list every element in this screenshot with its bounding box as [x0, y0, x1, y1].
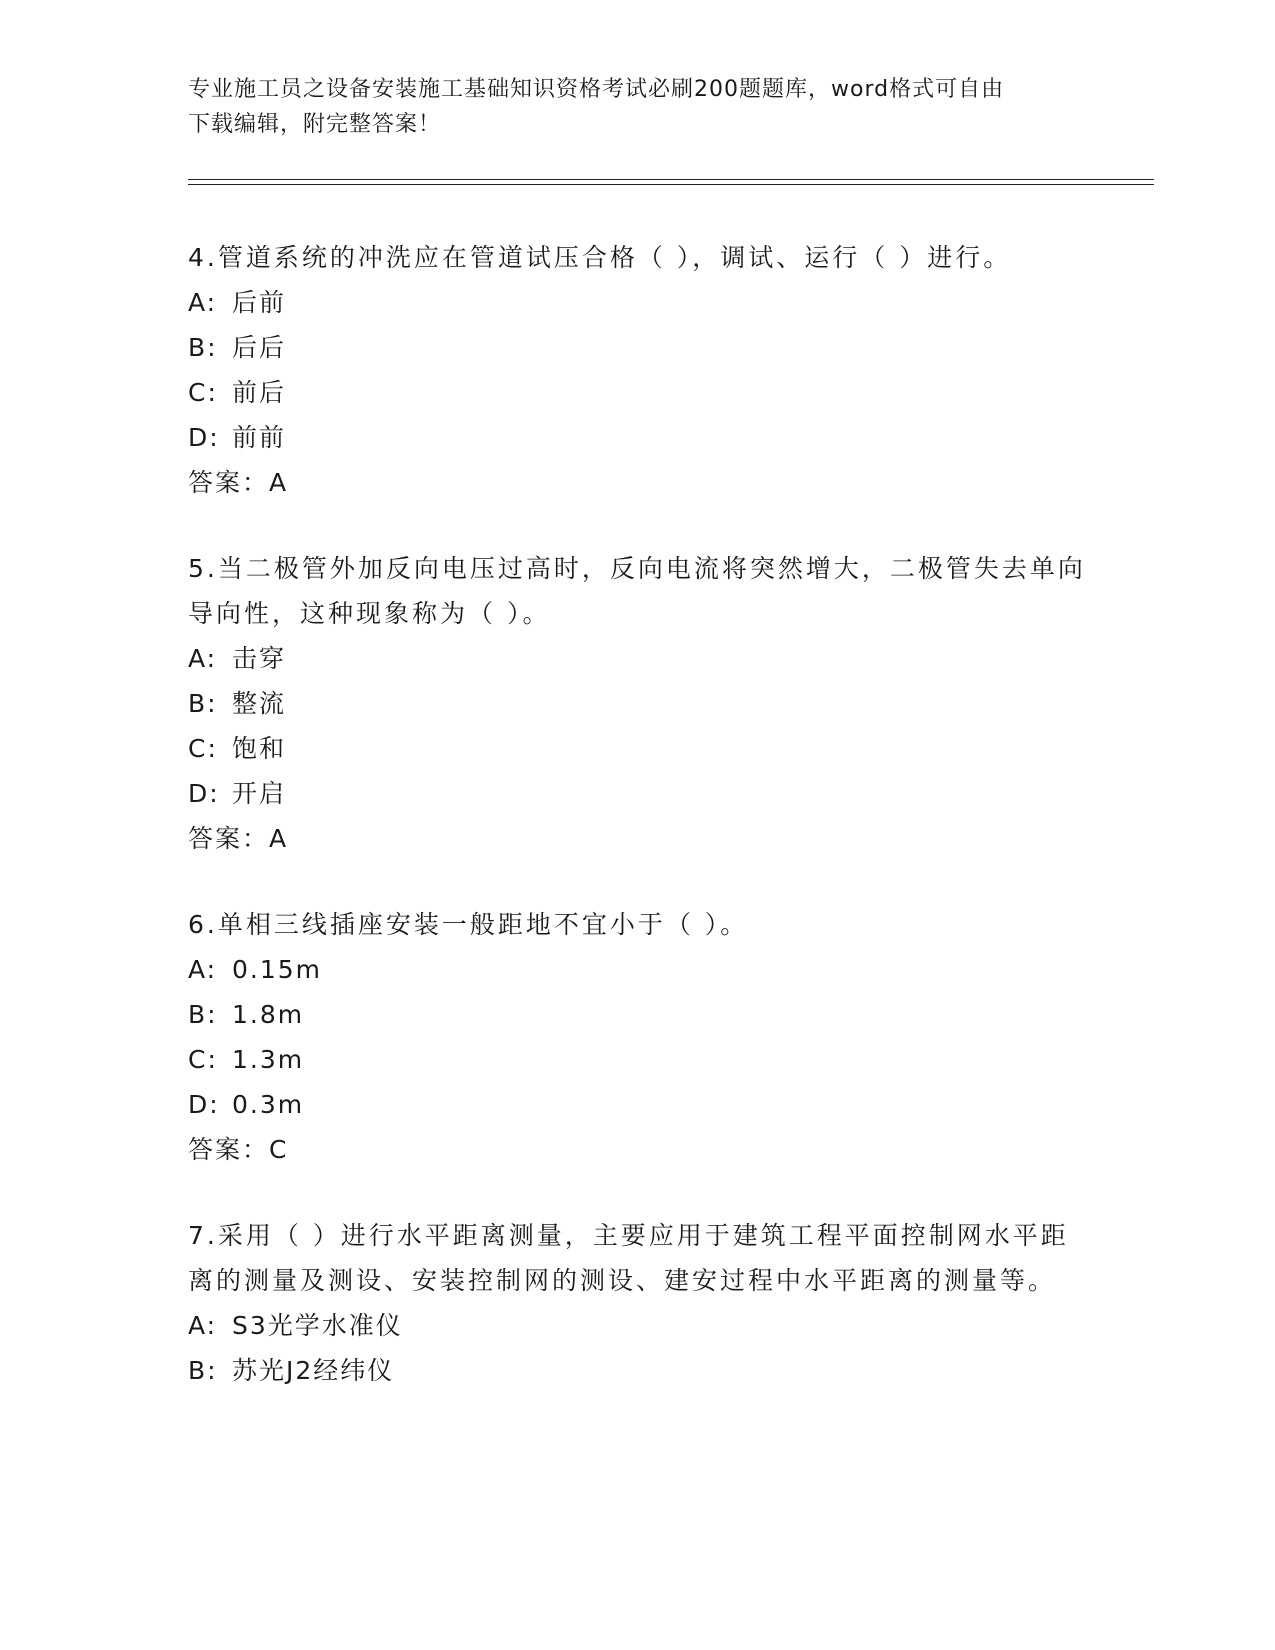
option-text: 1.3m — [232, 1045, 305, 1074]
option-text: 苏光J2经纬仪 — [232, 1356, 395, 1385]
question-item — [188, 546, 1088, 861]
option-text: 后后 — [232, 333, 287, 362]
option-text: 开启 — [232, 779, 287, 808]
header-title-line-2: 下载编辑，附完整答案！ — [188, 112, 442, 137]
option-a — [188, 1303, 1088, 1348]
option-d — [188, 1082, 1088, 1127]
option-text: 1.8m — [232, 1000, 305, 1029]
question-item — [188, 1213, 1088, 1393]
option-d — [188, 415, 1088, 460]
question-item — [188, 902, 1088, 1172]
option-letter: C: — [188, 1045, 218, 1074]
option-text: 后前 — [232, 288, 287, 317]
option-letter: C: — [188, 378, 218, 407]
header-divider-bottom — [188, 184, 1154, 185]
question-list — [188, 235, 1088, 1434]
option-letter: A: — [188, 955, 218, 984]
option-b — [188, 1348, 1088, 1393]
option-text: 前前 — [232, 423, 287, 452]
option-letter: B: — [188, 689, 218, 718]
question-text: 4.管道系统的冲洗应在管道试压合格（ ），调试、运行（ ）进行。 — [188, 243, 1012, 272]
header-title-line-1: 专业施工员之设备安装施工基础知识资格考试必刷200题题库，word格式可自由 — [188, 77, 1005, 102]
document-header — [188, 72, 1088, 142]
question-item — [188, 235, 1088, 505]
option-a — [188, 636, 1088, 681]
option-letter: B: — [188, 333, 218, 362]
option-letter: D: — [188, 423, 220, 452]
option-letter: D: — [188, 1090, 220, 1119]
option-text: 饱和 — [232, 734, 287, 763]
option-text: 整流 — [232, 689, 287, 718]
option-text: S3光学水准仪 — [232, 1311, 403, 1340]
option-text: 前后 — [232, 378, 287, 407]
option-letter: B: — [188, 1000, 218, 1029]
option-a — [188, 947, 1088, 992]
option-b — [188, 325, 1088, 370]
option-c — [188, 726, 1088, 771]
option-letter: A: — [188, 644, 218, 673]
option-letter: B: — [188, 1356, 218, 1385]
option-letter: C: — [188, 734, 218, 763]
option-letter: A: — [188, 288, 218, 317]
question-text: 5.当二极管外加反向电压过高时，反向电流将突然增大，二极管失去单向导向性，这种现象称为（ ）。 — [188, 554, 1086, 628]
answer-text: 答案：C — [188, 1135, 289, 1164]
answer-text: 答案：A — [188, 468, 289, 497]
option-text: 击穿 — [232, 644, 287, 673]
option-text: 0.3m — [232, 1090, 305, 1119]
option-c — [188, 370, 1088, 415]
option-c — [188, 1037, 1088, 1082]
option-a — [188, 280, 1088, 325]
option-b — [188, 992, 1088, 1037]
option-text: 0.15m — [232, 955, 323, 984]
answer-text: 答案：A — [188, 824, 289, 853]
header-divider-top — [188, 179, 1154, 180]
option-b — [188, 681, 1088, 726]
option-letter: A: — [188, 1311, 218, 1340]
question-text: 6.单相三线插座安装一般距地不宜小于（ ）。 — [188, 910, 749, 939]
option-d — [188, 771, 1088, 816]
question-text: 7.采用（ ）进行水平距离测量，主要应用于建筑工程平面控制网水平距离的测量及测设、安装控制网的测设、建安过程中水平距离的测量等。 — [188, 1221, 1069, 1295]
option-letter: D: — [188, 779, 220, 808]
